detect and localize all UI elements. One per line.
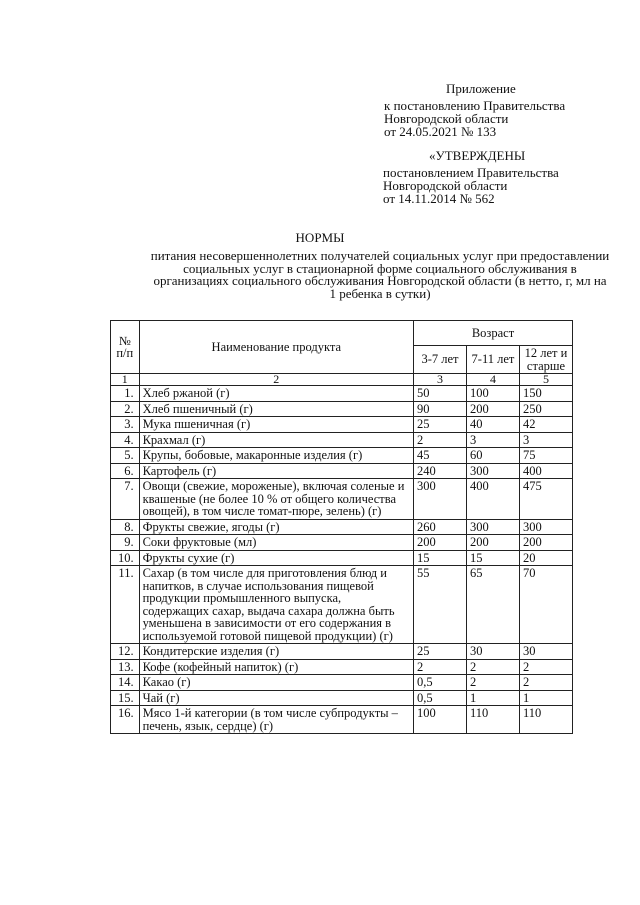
- table-row: [111, 690, 573, 706]
- row-number: 10.: [111, 550, 140, 566]
- value-age-12-plus: 20: [519, 550, 572, 566]
- product-name: Сахар (в том числе для приготовления блюд и напитков, в случае использования пищевой продукции промышленного выпуска, содержащих сахар, выдача сахара должна быть уменьшена в зависимости от его содержания в используемой готовой пищевой продукции) (г): [139, 566, 413, 644]
- value-age-3-7: 200: [414, 535, 467, 551]
- table-row: [111, 417, 573, 433]
- value-age-7-11: 3: [466, 432, 519, 448]
- row-number: 13.: [111, 659, 140, 675]
- value-age-12-plus: 2: [519, 675, 572, 691]
- value-age-3-7: 25: [414, 644, 467, 660]
- value-age-7-11: 15: [466, 550, 519, 566]
- product-name: Хлеб пшеничный (г): [139, 401, 413, 417]
- header-age-7-11: 7-11 лет: [466, 346, 519, 374]
- value-age-3-7: 0,5: [414, 675, 467, 691]
- appendix-line-3: от 24.05.2021 № 133: [384, 124, 497, 139]
- header-num: № п/п: [111, 321, 140, 374]
- value-age-12-plus: 150: [519, 386, 572, 402]
- value-age-7-11: 200: [466, 535, 519, 551]
- value-age-3-7: 2: [414, 432, 467, 448]
- value-age-7-11: 40: [466, 417, 519, 433]
- value-age-12-plus: 3: [519, 432, 572, 448]
- row-number: 8.: [111, 519, 140, 535]
- product-name: Соки фруктовые (мл): [139, 535, 413, 551]
- value-age-12-plus: 300: [519, 519, 572, 535]
- table-row: [111, 644, 573, 660]
- product-name: Какао (г): [139, 675, 413, 691]
- row-number: 6.: [111, 463, 140, 479]
- value-age-12-plus: 70: [519, 566, 572, 644]
- row-number: 3.: [111, 417, 140, 433]
- value-age-7-11: 100: [466, 386, 519, 402]
- row-number: 1.: [111, 386, 140, 402]
- value-age-12-plus: 110: [519, 706, 572, 734]
- approved-line-3: от 14.11.2014 № 562: [383, 191, 495, 206]
- value-age-12-plus: 2: [519, 659, 572, 675]
- value-age-7-11: 2: [466, 659, 519, 675]
- table-row: [111, 386, 573, 402]
- table-body: [111, 386, 573, 734]
- value-age-3-7: 90: [414, 401, 467, 417]
- product-name: Крахмал (г): [139, 432, 413, 448]
- value-age-3-7: 25: [414, 417, 467, 433]
- row-number: 16.: [111, 706, 140, 734]
- value-age-3-7: 45: [414, 448, 467, 464]
- value-age-7-11: 65: [466, 566, 519, 644]
- value-age-7-11: 2: [466, 675, 519, 691]
- row-number: 14.: [111, 675, 140, 691]
- value-age-3-7: 2: [414, 659, 467, 675]
- table-row: [111, 401, 573, 417]
- product-name: Мука пшеничная (г): [139, 417, 413, 433]
- value-age-12-plus: 200: [519, 535, 572, 551]
- table-row: [111, 432, 573, 448]
- row-number: 4.: [111, 432, 140, 448]
- approved-title: «УТВЕРЖДЕНЫ: [429, 148, 526, 163]
- value-age-12-plus: 475: [519, 479, 572, 520]
- value-age-3-7: 0,5: [414, 690, 467, 706]
- value-age-7-11: 300: [466, 463, 519, 479]
- approved-line-1: постановлением Правительства: [383, 165, 559, 180]
- product-name: Чай (г): [139, 690, 413, 706]
- product-name: Фрукты сухие (г): [139, 550, 413, 566]
- table-row: [111, 535, 573, 551]
- value-age-7-11: 400: [466, 479, 519, 520]
- value-age-3-7: 260: [414, 519, 467, 535]
- value-age-3-7: 50: [414, 386, 467, 402]
- table-row: [111, 659, 573, 675]
- appendix-block: [384, 82, 565, 138]
- table-row: [111, 675, 573, 691]
- appendix-title: Приложение: [446, 81, 516, 96]
- table-row: [111, 550, 573, 566]
- appendix-line-2: Новгородской области: [384, 111, 509, 126]
- value-age-7-11: 60: [466, 448, 519, 464]
- appendix-line-1: к постановлению Правительства: [384, 98, 566, 113]
- value-age-7-11: 110: [466, 706, 519, 734]
- product-name: Картофель (г): [139, 463, 413, 479]
- index-cell: 2: [139, 374, 413, 386]
- value-age-12-plus: 75: [519, 448, 572, 464]
- table-row: [111, 566, 573, 644]
- value-age-12-plus: 400: [519, 463, 572, 479]
- nutrition-norms-table: [110, 320, 573, 734]
- table-row: [111, 463, 573, 479]
- approved-block: [383, 149, 559, 205]
- header-row: [111, 321, 573, 346]
- row-number: 7.: [111, 479, 140, 520]
- value-age-7-11: 1: [466, 690, 519, 706]
- value-age-12-plus: 30: [519, 644, 572, 660]
- table-row: [111, 479, 573, 520]
- value-age-7-11: 300: [466, 519, 519, 535]
- value-age-7-11: 200: [466, 401, 519, 417]
- value-age-12-plus: 250: [519, 401, 572, 417]
- value-age-3-7: 240: [414, 463, 467, 479]
- row-number: 15.: [111, 690, 140, 706]
- index-cell: 1: [111, 374, 140, 386]
- value-age-3-7: 300: [414, 479, 467, 520]
- product-name: Крупы, бобовые, макаронные изделия (г): [139, 448, 413, 464]
- table-row: [111, 706, 573, 734]
- value-age-3-7: 100: [414, 706, 467, 734]
- column-index-row: [111, 374, 573, 386]
- index-cell: 5: [519, 374, 572, 386]
- approved-line-2: Новгородской области: [383, 178, 508, 193]
- value-age-12-plus: 42: [519, 417, 572, 433]
- header-name: Наименование продукта: [139, 321, 413, 374]
- product-name: Овощи (свежие, мороженые), включая соленые и квашеные (не более 10 % от общего количества овощей), в том числе томат-пюре, зелень) (г): [139, 479, 413, 520]
- row-number: 9.: [111, 535, 140, 551]
- product-name: Кондитерские изделия (г): [139, 644, 413, 660]
- value-age-7-11: 30: [466, 644, 519, 660]
- value-age-3-7: 55: [414, 566, 467, 644]
- row-number: 12.: [111, 644, 140, 660]
- product-name: Кофе (кофейный напиток) (г): [139, 659, 413, 675]
- header-age-3-7: 3-7 лет: [414, 346, 467, 374]
- index-cell: 4: [466, 374, 519, 386]
- row-number: 2.: [111, 401, 140, 417]
- index-cell: 3: [414, 374, 467, 386]
- product-name: Хлеб ржаной (г): [139, 386, 413, 402]
- document-subtitle: питания несовершеннолетних получателей социальных услуг при предоставлении социальных услуг в стационарной форме социального обслуживания в организациях социального обслуживания Новгородской области (в нетто, г, мл на 1 ребенка в сутки): [150, 248, 610, 301]
- document-title: НОРМЫ: [295, 230, 345, 245]
- value-age-3-7: 15: [414, 550, 467, 566]
- table-row: [111, 519, 573, 535]
- header-age: Возраст: [414, 321, 573, 346]
- row-number: 11.: [111, 566, 140, 644]
- table-row: [111, 448, 573, 464]
- product-name: Мясо 1-й категории (в том числе субпродукты – печень, язык, сердце) (г): [139, 706, 413, 734]
- product-name: Фрукты свежие, ягоды (г): [139, 519, 413, 535]
- header-age-12-plus: 12 лет и старше: [519, 346, 572, 374]
- value-age-12-plus: 1: [519, 690, 572, 706]
- row-number: 5.: [111, 448, 140, 464]
